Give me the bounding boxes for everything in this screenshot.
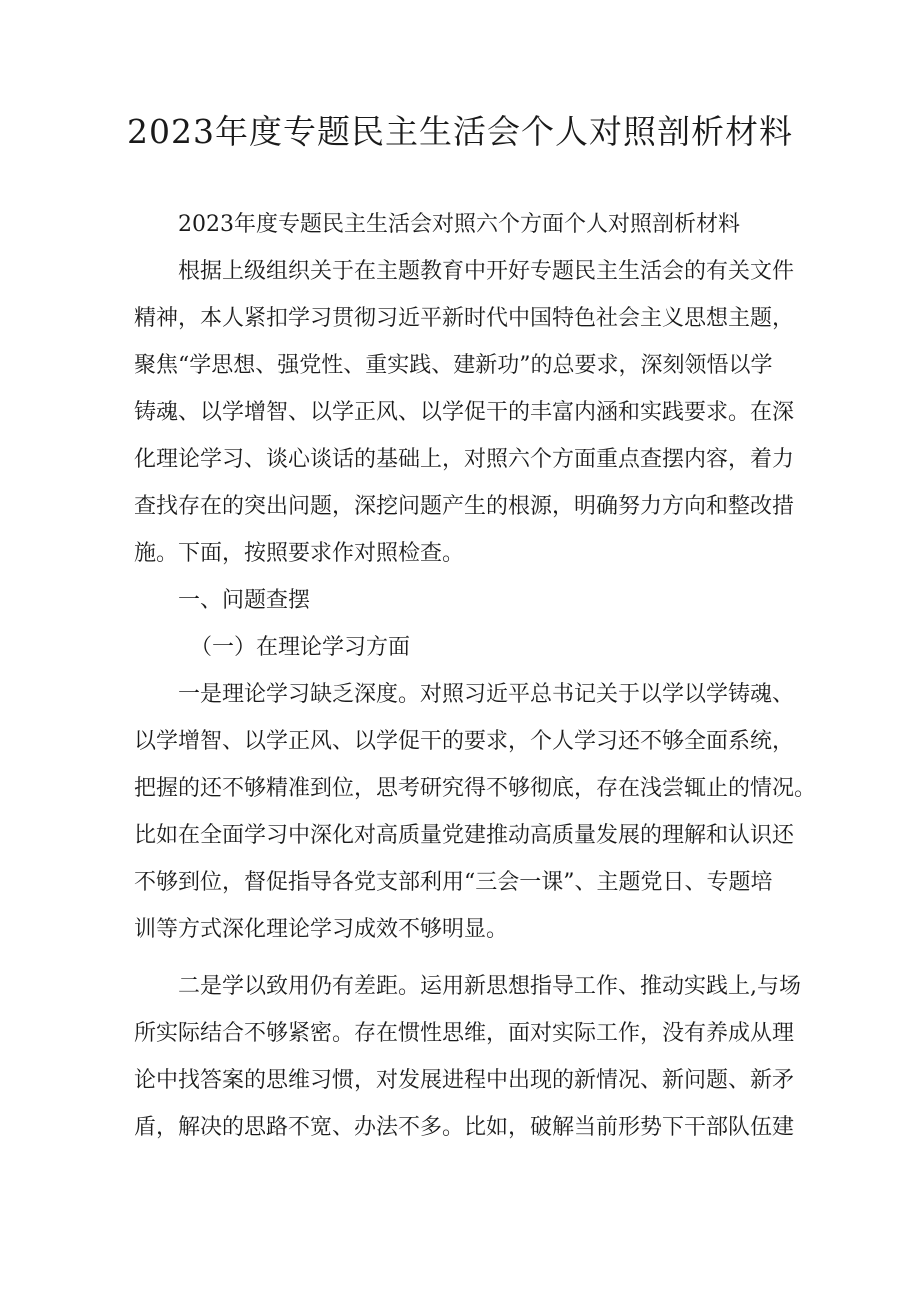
subsection-heading: （一）在理论学习方面 — [190, 635, 411, 660]
paragraph-line: 论中找答案的思维习惯，对发展进程中出现的新情况、新问题、新矛 — [134, 1068, 795, 1093]
intro-line: 化理论学习、谈心谈话的基础上，对照六个方面重点查摆内容，着力 — [134, 447, 795, 472]
intro-paragraph — [134, 248, 794, 577]
paragraph-line: 以学增智、以学正风、以学促干的要求，个人学习还不够全面系统， — [134, 729, 795, 754]
intro-line: 施。下面，按照要求作对照检查。 — [134, 541, 465, 566]
document-body — [134, 201, 817, 1151]
intro-line: 查找存在的突出问题，深挖问题产生的根源，明确努力方向和整改措 — [134, 494, 795, 519]
document-title: 2023年度专题民主生活会个人对照剖析材料 — [127, 112, 793, 151]
paragraph-line: 比如在全面学习中深化对高质量党建推动高质量发展的理解和认识还 — [134, 823, 795, 848]
intro-line: 聚焦“学思想、强党性、重实践、建新功”的总要求，深刻领悟以学 — [134, 353, 773, 378]
paragraph-practice-gap — [134, 963, 801, 1151]
paragraph-theory-depth — [134, 671, 817, 953]
paragraph-line: 一是理论学习缺乏深度。对照习近平总书记关于以学以学铸魂、 — [178, 682, 795, 707]
section-heading: 一、问题查摆 — [178, 588, 311, 613]
paragraph-line: 把握的还不够精准到位，思考研究得不够彻底，存在浅尝辄止的情况。 — [134, 776, 817, 801]
paragraph-line: 盾，解决的思路不宽、办法不多。比如，破解当前形势下干部队伍建 — [134, 1115, 795, 1140]
paragraph-line: 所实际结合不够紧密。存在惯性思维，面对实际工作，没有养成从理 — [134, 1021, 795, 1046]
document-subtitle: 2023年度专题民主生活会对照六个方面个人对照剖析材料 — [178, 212, 740, 237]
paragraph-line: 训等方式深化理论学习成效不够明显。 — [134, 917, 509, 942]
intro-line: 铸魂、以学增智、以学正风、以学促干的丰富内涵和实践要求。在深 — [134, 400, 795, 425]
intro-line: 精神，本人紧扣学习贯彻习近平新时代中国特色社会主义思想主题， — [134, 306, 795, 331]
paragraph-line: 二是学以致用仍有差距。运用新思想指导工作、推动实践上,与场 — [178, 974, 801, 999]
intro-line: 根据上级组织关于在主题教育中开好专题民主生活会的有关文件 — [178, 259, 795, 284]
paragraph-line: 不够到位，督促指导各党支部利用“三会一课”、主题党日、专题培 — [134, 870, 773, 895]
paragraph-gap — [134, 953, 794, 963]
